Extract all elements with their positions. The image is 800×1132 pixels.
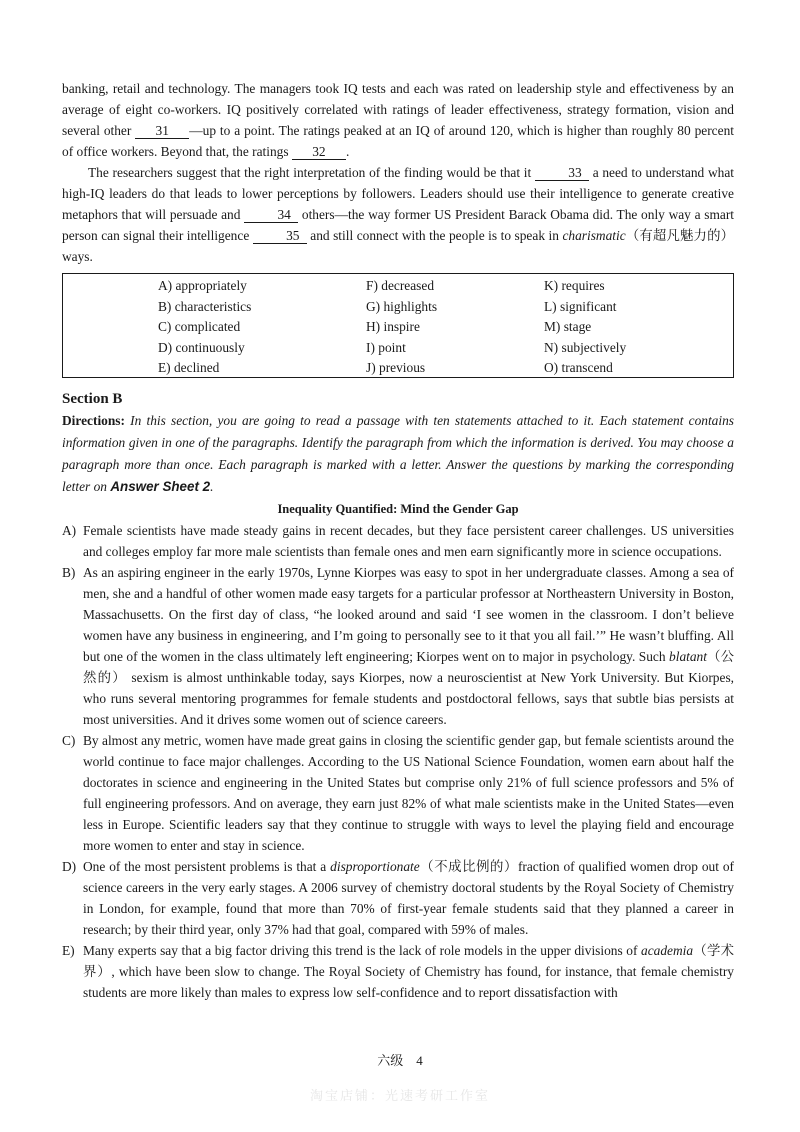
directions-label: Directions: — [62, 413, 125, 428]
watermark-text: 淘宝店铺：光速考研工作室 — [309, 1088, 490, 1103]
word-bank-item: M) stage — [544, 319, 592, 335]
paragraph-a — [62, 520, 734, 562]
paragraph-b — [62, 562, 734, 730]
paragraph-text: By almost any metric, women have made great gains in closing the scientific gender gap, but female scientists around the world continue to face major challenges. According to the US National Science Foundation, women earn about half the doctorates in science and engineering in the United States but comprise only 21% of full science professors and 5% of full engineering professors. And on average, they earn just 82% of what male scientists make in the United States—even less in Europe. Scientific leaders say that they continue to struggle with ways to level the playing field and encourage more women to enter and stay in science. — [83, 733, 734, 853]
paragraph-text: One of the most persistent problems is that a disproportionate（不成比例的）fraction of qualified women drop out of science careers in the very early stages. A 2006 survey of chemistry doctoral students by the Royal Society of Chemistry in London, for example, found that more than 70% of first-year female students said that they planned a career in research; by their third year, only 37% had that goal, compared with 59% of males. — [83, 859, 735, 937]
word-bank-item: L) significant — [544, 298, 617, 314]
word-bank-item: G) highlights — [366, 298, 438, 314]
blank-34: 34 — [244, 208, 298, 223]
word-bank-column-1 — [158, 276, 251, 379]
word-bank-item: C) complicated — [158, 319, 241, 335]
paragraph-text: Female scientists have made steady gains in recent decades, but they face persistent career challenges. US universities and colleges employ far more male scientists than female ones and men earn significantly more in science occupations. — [83, 523, 734, 559]
answer-sheet-label: Answer Sheet 2 — [110, 479, 211, 494]
paragraph-letter: E) — [62, 943, 75, 958]
word-bank-item: B) characteristics — [158, 298, 252, 314]
paragraph-letter: C) — [62, 733, 76, 748]
paragraph-d — [62, 856, 734, 940]
paragraph-letter: D) — [62, 859, 77, 874]
paragraph-c — [62, 730, 734, 856]
word-bank-item: I) point — [366, 339, 406, 355]
word-bank-item: K) requires — [544, 278, 605, 293]
page-footer: 六级 4 — [377, 1053, 423, 1068]
section-b-title: Section B — [62, 391, 123, 407]
passage-paragraph-1: banking, retail and technology. The managers took IQ tests and each was rated on leadership style and effectiveness by an average of eight co-workers. IQ positively correlated with ratings of leader effectiveness, strategy formation, vision and several other 31 —up to a point. The ratings peaked at an IQ of around 120, which is higher than roughly 80 percent of office workers. Beyond that, the ratings 32 . — [62, 81, 734, 159]
word-bank-item: J) previous — [366, 360, 426, 376]
section-b-directions: Directions: In this section, you are going to read a passage with ten statements attached to it. Each statement contains information given in one of the paragraphs. Identify the paragraph from which the information is derived. You may choose a paragraph more than once. Each paragraph is marked with a letter. Answer the questions by marking the corresponding letter on Answer Sheet 2. — [62, 413, 734, 494]
word-bank-item: H) inspire — [366, 319, 420, 335]
word-bank-item: F) decreased — [366, 278, 435, 293]
word-bank-item: N) subjectively — [544, 339, 627, 355]
paragraph-text: As an aspiring engineer in the early 1970s, Lynne Kiorpes was easy to spot in her undergraduate classes. Among a sea of men, she and a handful of other women made easy targets for a particular professor at Northeastern University in Boston, Massachusetts. On the first day of class, “he looked around and said ‘I see women in the classroom. I don’t believe women have any business in engineering, and I’m going to personally see to it that you all fail.’” He wasn’t bluffing. All but one of the women in the class ultimately left engineering; Kiorpes went on to major in psychology. Such blatant（公然的） sexism is almost unthinkable today, says Kiorpes, now a neuroscientist at New York University. But Kiorpes, who runs several mentoring programmes for female students and postdoctoral fellows, says that subtle bias persists at most universities. And it drives some women out of science careers. — [83, 565, 735, 727]
word-bank-item: O) transcend — [544, 360, 613, 376]
blank-33: 33 — [535, 166, 589, 181]
word-bank-item: A) appropriately — [158, 278, 247, 293]
paragraph-text: Many experts say that a big factor driving this trend is the lack of role models in the upper divisions of academia（学术界）, which have been slow to change. The Royal Society of Chemistry has found, for instance, that female chemistry students are more likely than males to express low self-confidence and to report dissatisfaction with — [83, 943, 734, 1000]
exam-page — [62, 78, 734, 1003]
paragraph-letter: A) — [62, 523, 77, 538]
word-bank-item: E) declined — [158, 360, 220, 376]
blank-31: 31 — [135, 124, 189, 139]
paragraph-e — [62, 940, 734, 1003]
word-bank-column-2 — [366, 276, 437, 379]
blank-35: 35 — [253, 229, 307, 244]
blank-32: 32 — [292, 145, 346, 160]
article-title: Inequality Quantified: Mind the Gender Gap — [277, 502, 519, 516]
word-bank-column-3 — [544, 276, 626, 379]
paragraph-letter: B) — [62, 565, 76, 580]
passage-paragraph-2: The researchers suggest that the right interpretation of the finding would be that it 33 a need to understand what high-IQ leaders do that leads to lower perceptions by followers. Leaders should use their intelligence to generate creative metaphors that will persuade and 34 others—the way former US President Barack Obama did. The only way a smart person can signal their intelligence 35 and still connect with the people is to speak in charismatic（有超凡魅力的）ways. — [62, 165, 735, 264]
word-bank-item: D) continuously — [158, 339, 245, 355]
word-bank-box — [62, 273, 734, 378]
